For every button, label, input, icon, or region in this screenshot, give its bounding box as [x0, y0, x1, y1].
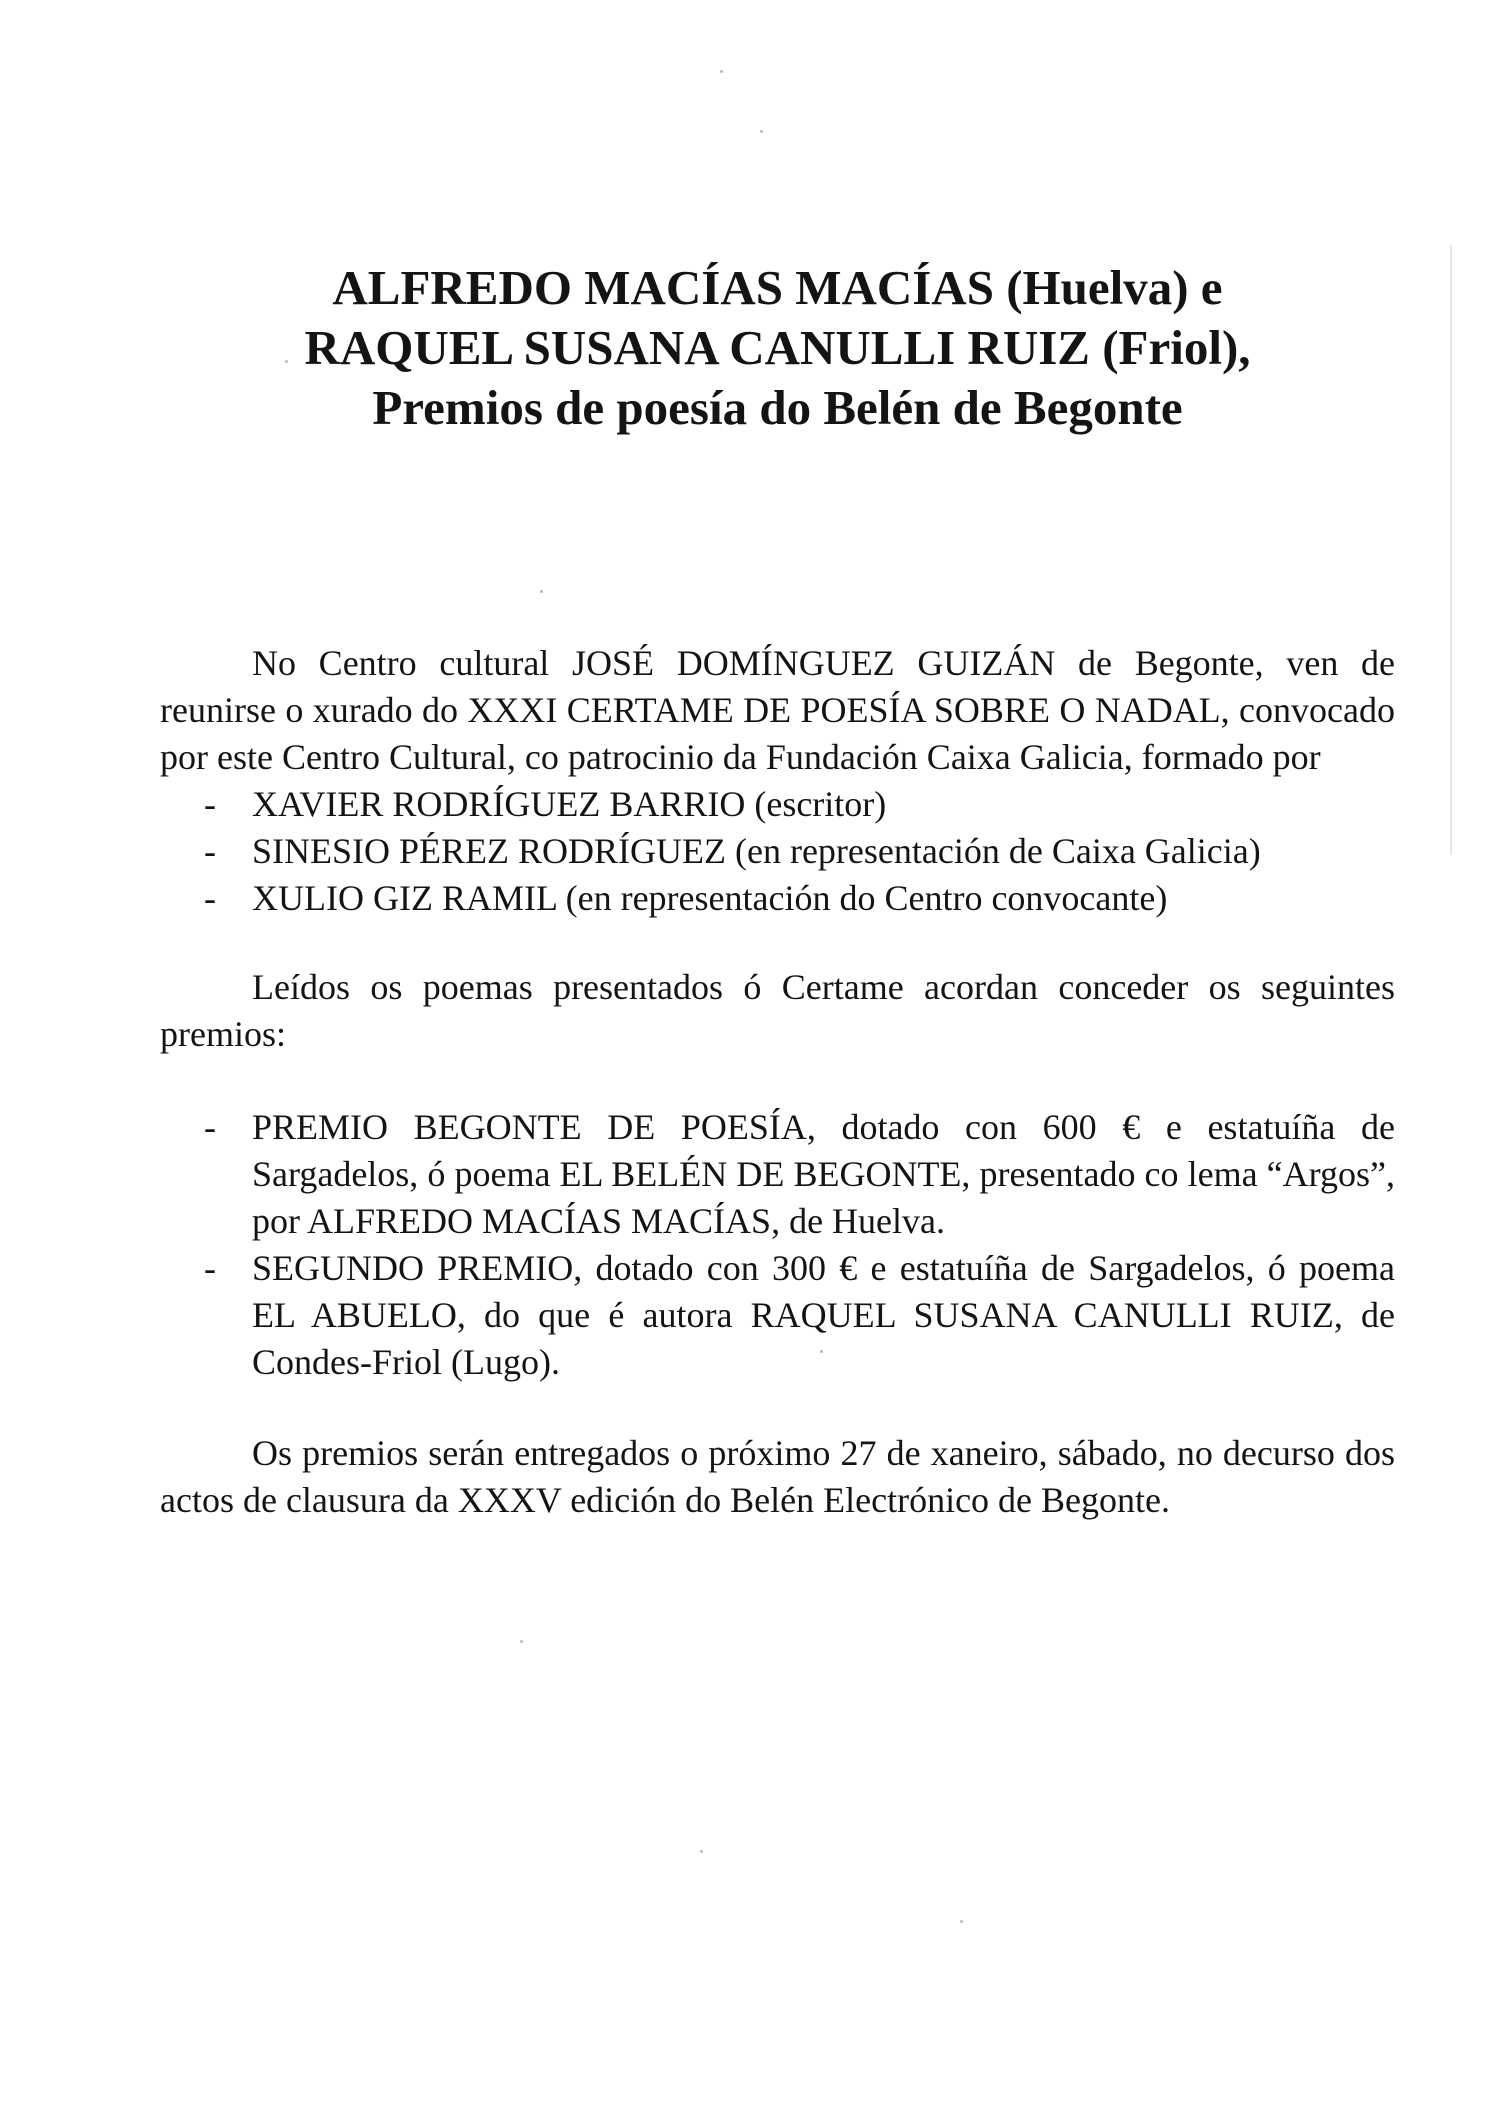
decision-paragraph: Leídos os poemas presentados ó Certame acordan conceder os seguintes premios:: [160, 967, 1395, 1054]
title-line-1: ALFREDO MACÍAS MACÍAS (Huelva) e: [332, 260, 1223, 315]
prize-text: PREMIO BEGONTE DE POESÍA, dotado con 600 € e estatuíña de Sargadelos, ó poema EL BELÉN DE BEGONTE, presentado co lema “Argos”, por ALFREDO MACÍAS MACÍAS, de Huelva.: [252, 1107, 1395, 1241]
title-line-2: RAQUEL SUSANA CANULLI RUIZ (Friol),: [304, 320, 1251, 375]
jury-member-text: SINESIO PÉREZ RODRÍGUEZ (en representación de Caixa Galicia): [252, 831, 1261, 871]
list-dash: -: [204, 878, 216, 918]
jury-member: [160, 875, 1395, 922]
jury-member: [160, 828, 1395, 875]
prize-text: SEGUNDO PREMIO, dotado con 300 € e estatuíña de Sargadelos, ó poema EL ABUELO, do que é autora RAQUEL SUSANA CANULLI RUIZ, de Condes-Friol (Lugo).: [252, 1248, 1395, 1382]
title-line-3: Premios de poesía do Belén de Begonte: [372, 380, 1183, 435]
scan-speck: [720, 70, 723, 73]
prize-list: [160, 1104, 1395, 1386]
jury-member: [160, 781, 1395, 828]
scan-speck: [700, 1850, 703, 1853]
list-dash: -: [204, 1107, 216, 1147]
scan-speck: [540, 590, 543, 593]
intro-paragraph: No Centro cultural JOSÉ DOMÍNGUEZ GUIZÁN de Begonte, ven de reunirse o xurado do XXXI CERTAME DE POESÍA SOBRE O NADAL, convocado por este Centro Cultural, co patrocinio da Fundación Caixa Galicia, formado por: [160, 643, 1395, 777]
list-dash: -: [204, 1248, 216, 1288]
document-title: [160, 258, 1395, 438]
scan-speck: [960, 1920, 963, 1923]
closing-paragraph: Os premios serán entregados o próximo 27 de xaneiro, sábado, no decurso dos actos de clausura da XXXV edición do Belén Electrónico de Begonte.: [160, 1433, 1395, 1520]
document-body: [160, 640, 1395, 1524]
jury-member-text: XULIO GIZ RAMIL (en representación do Centro convocante): [252, 878, 1168, 918]
prize-item: [160, 1245, 1395, 1386]
list-dash: -: [204, 784, 216, 824]
prize-item: [160, 1104, 1395, 1245]
scan-speck: [520, 1640, 523, 1643]
scan-page-edge: [1450, 245, 1452, 855]
scan-speck: [760, 130, 763, 133]
jury-list: [160, 781, 1395, 922]
jury-member-text: XAVIER RODRÍGUEZ BARRIO (escritor): [252, 784, 887, 824]
list-dash: -: [204, 831, 216, 871]
